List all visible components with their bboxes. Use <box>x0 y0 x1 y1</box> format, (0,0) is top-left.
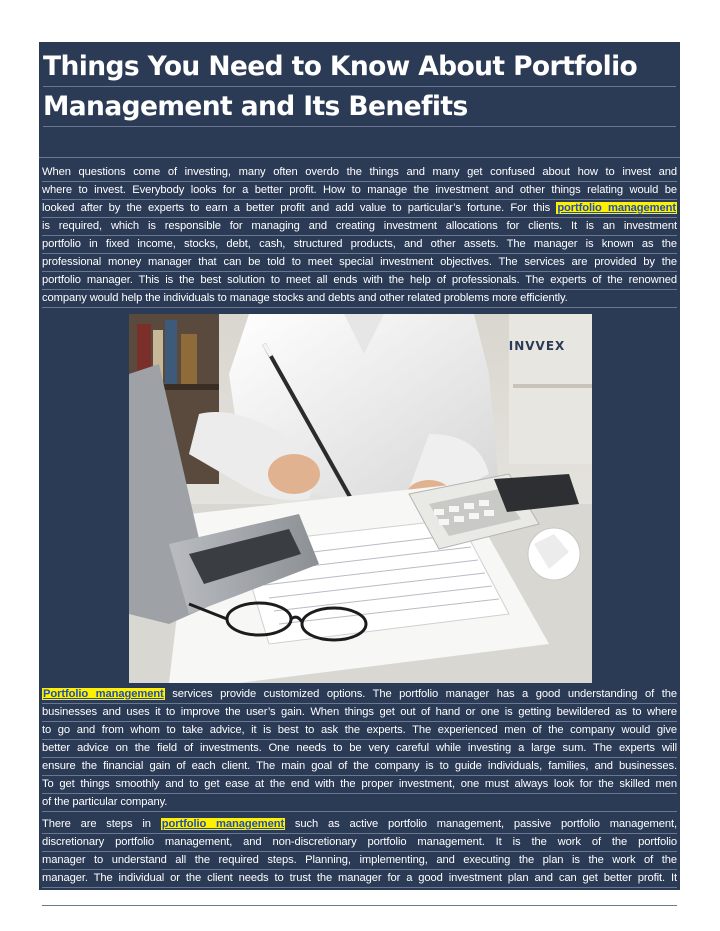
text-line: portfolio manager. This is the best solution to meet all ends with the help of professionals. The experts of the renowned <box>42 272 677 290</box>
text-line: better advice on the field of investments. One needs to be very careful while investing a large sum. The experts will <box>42 740 677 758</box>
text-segment: looked after by the experts to earn a better profit and add value to particular’s fortune. For this <box>42 202 557 214</box>
document-page <box>39 42 680 902</box>
photo-logo: INVVEX <box>508 339 566 353</box>
text-line: manager to understand all the required steps. Planning, implementing, and executing the plan is the work of the <box>42 852 677 870</box>
text-line: company would help the individuals to manage stocks and debts and other related problems more efficiently. <box>42 290 677 308</box>
title-line-2: Management and Its Benefits <box>43 87 676 127</box>
text-line: of the particular company. <box>42 794 677 812</box>
text-segment: There are steps in <box>42 818 161 830</box>
portfolio-management-link[interactable]: portfolio management <box>161 818 285 830</box>
text-line: businesses and uses it to improve the user’s gain. When things get out of hand or one is getting bewildered as to where <box>42 704 677 722</box>
text-line: to go and from whom to take advice, it is best to ask the experts. The experienced men of the company would give <box>42 722 677 740</box>
office-desk-photo <box>129 314 592 683</box>
text-line: professional money manager that can be told to meet special investment objectives. The services are provided by the <box>42 254 677 272</box>
text-line: is required, which is responsible for managing and creating investment allocations for clients. It is an investment <box>42 218 677 236</box>
text-line: ensure the financial gain of each client. The main goal of the company is to guide individuals, families, and businesses. <box>42 758 677 776</box>
text-line: is the best way to handle investments. <box>42 888 677 906</box>
text-line <box>42 200 677 218</box>
photo-row <box>39 308 680 686</box>
title-line-1: Things You Need to Know About Portfolio <box>43 47 676 87</box>
text-line: where to invest. Everybody looks for a better profit. How to manage the investment and other things relating would be <box>42 182 677 200</box>
text-segment: such as active portfolio management, passive portfolio management, <box>285 818 677 830</box>
services-paragraph <box>39 686 680 812</box>
text-line: When questions come of investing, many often overdo the things and many get confused about how to invest and <box>42 164 677 182</box>
text-line <box>42 816 677 834</box>
portfolio-management-link[interactable]: Portfolio management <box>43 688 164 700</box>
portfolio-management-link[interactable]: portfolio management <box>557 202 676 214</box>
page-title <box>39 42 680 127</box>
text-line: discretionary portfolio management, and non-discretionary portfolio management. It is the work of the portfolio <box>42 834 677 852</box>
text-line: portfolio in fixed income, stocks, debt, cash, structured products, and other assets. The manager is known as the <box>42 236 677 254</box>
steps-paragraph <box>39 816 680 906</box>
text-segment: services provide customized options. The portfolio manager has a good understanding of the <box>164 688 677 700</box>
text-line <box>42 686 677 704</box>
text-line: To get things smoothly and to get ease at the end with the proper investment, one must always look for the skilled men <box>42 776 677 794</box>
title-divider <box>39 127 680 158</box>
text-line: manager. The individual or the client needs to trust the manager for a good investment plan and can get better profit. It <box>42 870 677 888</box>
intro-paragraph <box>39 164 680 308</box>
